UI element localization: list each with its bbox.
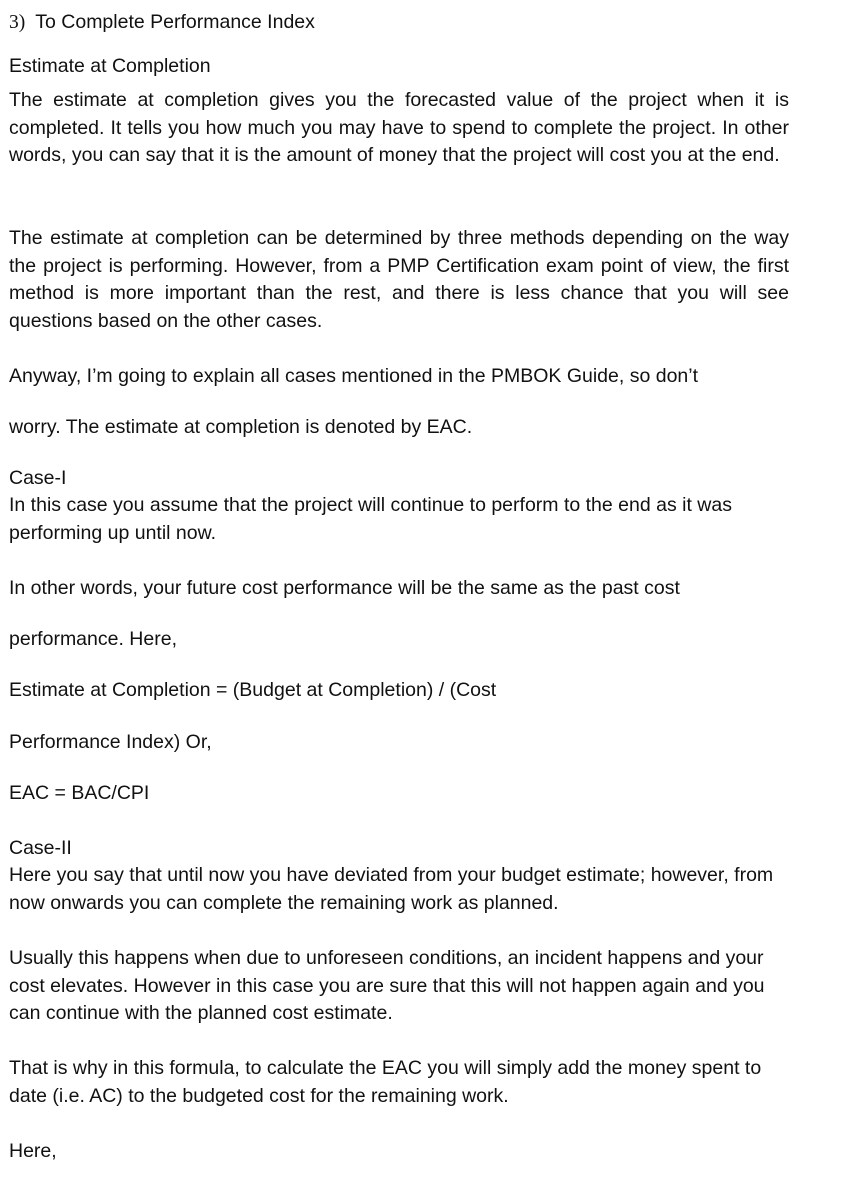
- case-1-formula-line-1: Estimate at Completion = (Budget at Completion) / (Cost: [9, 679, 497, 701]
- case-1-formula-line-2: Performance Index) Or,: [9, 731, 212, 753]
- anyway-line: Anyway, I’m going to explain all cases mentioned in the PMBOK Guide, so don’t: [9, 365, 699, 387]
- case-2-heading: Case-II: [9, 837, 72, 859]
- worry-line: worry. The estimate at completion is denoted by EAC.: [9, 416, 473, 438]
- section-title: To Complete Performance Index: [35, 11, 315, 33]
- case-1-formula-short: EAC = BAC/CPI: [9, 782, 150, 804]
- case-1-other-words-line: In other words, your future cost performance will be the same as the past cost: [9, 577, 680, 599]
- case-2-why-paragraph: That is why in this formula, to calculate the EAC you will simply add the money spent to date (i.e. AC) to the budgeted cost for the remaining work.: [9, 1057, 762, 1107]
- intro-paragraph: The estimate at completion gives you the forecasted value of the project when it is completed. It tells you how much you may have to spend to complete the project. In other words, you can say that it is the amount of money that the project will cost you at the end.: [9, 89, 789, 166]
- case-2-usually-paragraph: Usually this happens when due to unforeseen conditions, an incident happens and your cost elevates. However in this case you are sure that this will not happen again and you can continue with the planned cost estimate.: [9, 947, 765, 1024]
- case-1-heading: Case-I: [9, 467, 67, 489]
- section-heading: [9, 9, 315, 37]
- case-2-paragraph: Here you say that until now you have deviated from your budget estimate; however, from now onwards you can complete the remaining work as planned.: [9, 864, 774, 914]
- section-number: 3): [9, 12, 26, 33]
- case-2-here-line: Here,: [9, 1140, 57, 1162]
- eac-heading: Estimate at Completion: [9, 55, 211, 77]
- methods-paragraph: The estimate at completion can be determined by three methods depending on the way the project is performing. However, from a PMP Certification exam point of view, the first method is more important than the rest, and there is less chance that you will see questions based on the other cases.: [9, 227, 789, 332]
- case-1-performance-line: performance. Here,: [9, 628, 177, 650]
- case-1-paragraph: In this case you assume that the project will continue to perform to the end as it was performing up until now.: [9, 494, 732, 544]
